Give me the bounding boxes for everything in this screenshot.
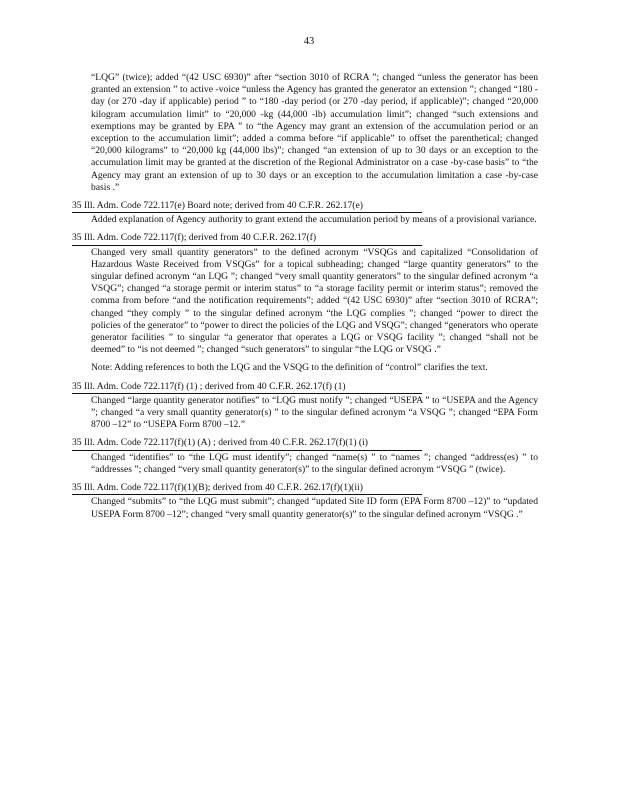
- entry-body: Added explanation of Agency authority to grant extend the accumulation period by means of a provisional variance.: [91, 214, 537, 226]
- entry-heading: 35 Ill. Adm. Code 722.117(f)(1) (A) ; derived from 40 C.F.R. 262.17(f)(1) (i): [72, 437, 422, 450]
- document-body: [72, 72, 538, 527]
- intro-paragraph: “LQG” (twice); added “(42 USC 6930)” after “section 3010 of RCRA ”; changed “unless the generator has been granted an extension ” to active -voice “unless the Agency has granted the generator an extension ”; changed “180 -day (or 270 -day if applicable) period ” to “180 -day period (or 270 -day period, if applicable)”; changed “20,000 kilogram accumulation limit” to “20,000 -kg (44,000 -lb) accumulation limit”; changed “such extensions and exemptions may be granted by EPA ” to “the Agency may grant an extension of the accumulation period or an exception to the accumulation limit”; added a comma before “if applicable” to offset the parenthetical; changed “20,000 kilograms” to “20,000 kg (44,000 lbs)”; changed “an extension of up to 30 days or an exception to the accumulation limit may be granted at the discretion of the Regional Administrator on a case -by-case basis” to “the Agency may grant an extension of up to 30 days or an exception to the accumulation limitation a case -by-case basis .”: [91, 72, 538, 193]
- entry-heading: 35 Ill. Adm. Code 722.117(f); derived from 40 C.F.R. 262.17(f): [72, 232, 422, 245]
- entry-722-117-e: [72, 200, 538, 226]
- entry-heading: 35 Ill. Adm. Code 722.117(e) Board note; derived from 40 C.F.R. 262.17(e): [72, 200, 422, 213]
- entry-722-117-f-1-a: [72, 437, 538, 476]
- entry-body: Changed very small quantity generators” to the defined acronym “VSQGs and capitalized “Consolidation of Hazardous Waste Received from VSQGs” for a topical subheading; changed “large quantity generators” to the singular defined acronym “an LQG ”; changed “very small quantity generators” to the singular defined acronym “a VSQG”; changed “a storage permit or interim status” to “a storage facility permit or interim status”; removed the comma from before “and the notification requirements”; added “(42 USC 6930)” after “section 3010 of RCRA”; changed “they comply ” to the singular defined acronym “the LQG complies ”; changed “power to direct the policies of the generator” to “power to direct the policies of the LQG and VSQG”; changed “generators who operate generator facilities ” to singular “a generator that operates a LQG or VSQG facility ”; changed “shall not be deemed” to “is not deemed ”; changed “such generators” to singular “the LQG or VSQG .”: [91, 246, 538, 356]
- page-number: 43: [303, 36, 315, 47]
- entry-body: Changed “identifies” to “the LQG must identify”; changed “name(s) ” to “names ”; changed “address(es) ” to “addresses ”; changed “very small quantity generator(s)” to the singular defined acronym “VSQG ” (twice).: [91, 451, 538, 475]
- entry-heading: 35 Ill. Adm. Code 722.117(f)(1)(B); derived from 40 C.F.R. 262.17(f)(1)(ii): [72, 482, 422, 495]
- entry-722-117-f: [72, 232, 538, 374]
- entry-body: Changed “submits” to “the LQG must submit”; changed “updated Site ID form (EPA Form 8700 –12)” to “updated USEPA Form 8700 –12”; changed “very small quantity generator(s)” to the singular defined acronym “VSQG .”: [91, 496, 538, 520]
- entry-body: Changed “large quantity generator notifies” to “LQG must notify ”; changed “USEPA ” to “USEPA and the Agency ”; changed “a very small quantity generator(s) ” to the singular defined acronym “a VSQG ”; changed “EPA Form 8700 –12” to “USEPA Form 8700 –12.”: [91, 394, 538, 431]
- entry-722-117-f-1-b: [72, 482, 538, 521]
- entry-note: Note: Adding references to both the LQG and the VSQG to the definition of “control” clarifies the text.: [91, 362, 488, 374]
- entry-722-117-f-1: [72, 380, 538, 432]
- entry-heading: 35 Ill. Adm. Code 722.117(f) (1) ; derived from 40 C.F.R. 262.17(f) (1): [72, 381, 422, 394]
